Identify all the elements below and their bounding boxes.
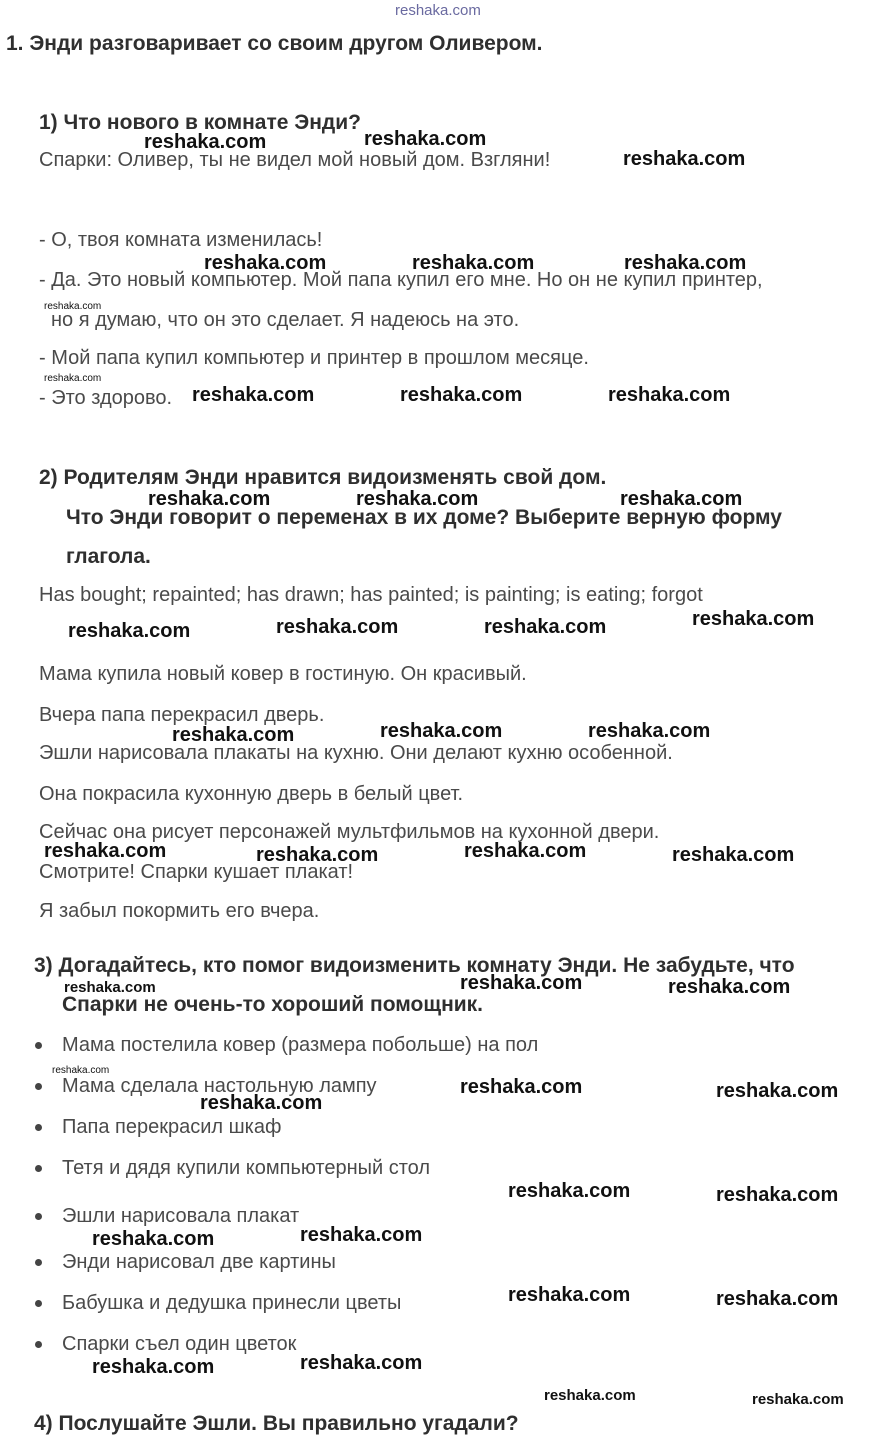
watermark: reshaka.com — [692, 608, 815, 630]
s3-list-item: Бабушка и дедушка принесли цветы — [62, 1292, 402, 1314]
watermark: reshaka.com — [356, 488, 479, 510]
watermark-small: reshaka.com — [52, 1065, 110, 1076]
task-title: 1. Энди разговаривает со своим другом Оливером. — [6, 32, 543, 55]
watermark: reshaka.com — [464, 840, 587, 862]
s1-line: - Это здорово. — [39, 387, 173, 409]
watermark: reshaka.com — [716, 1288, 839, 1310]
bullet — [35, 1165, 42, 1172]
watermark: reshaka.com — [200, 1092, 323, 1114]
watermark: reshaka.com — [256, 844, 379, 866]
s2-line: Смотрите! Спарки кушает плакат! — [39, 861, 354, 883]
s1-line: - Мой папа купил компьютер и принтер в прошлом месяце. — [39, 347, 589, 369]
watermark: reshaka.com — [623, 148, 746, 170]
s1-line: Спарки: Оливер, ты не видел мой новый дом. Взгляни! — [39, 149, 551, 171]
watermark: reshaka.com — [148, 488, 271, 510]
s2-line: Я забыл покормить его вчера. — [39, 900, 320, 922]
watermark: reshaka.com — [68, 620, 191, 642]
section-3-heading-cont: Спарки не очень-то хороший помощник. — [62, 993, 484, 1016]
s2-line: Мама купила новый ковер в гостиную. Он красивый. — [39, 663, 527, 685]
watermark: reshaka.com — [752, 1391, 844, 1408]
s3-list-item: Спарки съел один цветок — [62, 1333, 297, 1355]
watermark: reshaka.com — [380, 720, 503, 742]
watermark: reshaka.com — [172, 724, 295, 746]
watermark: reshaka.com — [276, 616, 399, 638]
watermark: reshaka.com — [544, 1387, 636, 1404]
watermark: reshaka.com — [672, 844, 795, 866]
s1-line: - Да. Это новый компьютер. Мой папа купил его мне. Но он не купил принтер, — [39, 269, 763, 291]
s1-line: - О, твоя комната изменилась! — [39, 229, 323, 251]
bullet — [35, 1259, 42, 1266]
watermark-small: reshaka.com — [44, 301, 102, 312]
bullet — [35, 1213, 42, 1220]
bullet — [35, 1042, 42, 1049]
section-3-heading: 3) Догадайтесь, кто помог видоизменить комнату Энди. Не забудьте, что — [34, 954, 795, 977]
s2-line: Сейчас она рисует персонажей мультфильмов на кухонной двери. — [39, 821, 660, 843]
section-2-heading: 2) Родителям Энди нравится видоизменять свой дом. — [39, 466, 607, 489]
watermark: reshaka.com — [716, 1080, 839, 1102]
watermark: reshaka.com — [588, 720, 711, 742]
section-1-heading: 1) Что нового в комнате Энди? — [39, 111, 361, 134]
s3-list-item: Папа перекрасил шкаф — [62, 1116, 282, 1138]
section-2-heading-cont: Что Энди говорит о переменах в их доме? Выберите верную форму — [66, 506, 782, 529]
s2-line: Вчера папа перекрасил дверь. — [39, 704, 325, 726]
watermark: reshaka.com — [460, 1076, 583, 1098]
watermark: reshaka.com — [400, 384, 523, 406]
watermark: reshaka.com — [92, 1228, 215, 1250]
section-2-heading-cont: глагола. — [66, 545, 151, 568]
watermark: reshaka.com — [204, 252, 327, 274]
watermark: reshaka.com — [508, 1180, 631, 1202]
watermark: reshaka.com — [668, 976, 791, 998]
watermark-top: reshaka.com — [395, 2, 481, 19]
watermark: reshaka.com — [508, 1284, 631, 1306]
bullet — [35, 1300, 42, 1307]
watermark: reshaka.com — [412, 252, 535, 274]
watermark: reshaka.com — [364, 128, 487, 150]
watermark: reshaka.com — [300, 1352, 423, 1374]
section-4-heading: 4) Послушайте Эшли. Вы правильно угадали? — [34, 1412, 519, 1435]
watermark-small: reshaka.com — [44, 373, 102, 384]
watermark: reshaka.com — [64, 979, 156, 996]
watermark: reshaka.com — [44, 840, 167, 862]
watermark: reshaka.com — [608, 384, 731, 406]
s3-list-item: Мама сделала настольную лампу — [62, 1075, 377, 1097]
bullet — [35, 1341, 42, 1348]
bullet — [35, 1124, 42, 1131]
watermark: reshaka.com — [92, 1356, 215, 1378]
watermark: reshaka.com — [484, 616, 607, 638]
s3-list-item: Эшли нарисовала плакат — [62, 1205, 300, 1227]
bullet — [35, 1083, 42, 1090]
s1-line: но я думаю, что он это сделает. Я надеюсь на это. — [51, 309, 520, 331]
watermark: reshaka.com — [460, 972, 583, 994]
watermark: reshaka.com — [624, 252, 747, 274]
s2-line: Она покрасила кухонную дверь в белый цвет. — [39, 783, 464, 805]
s3-list-item: Энди нарисовал две картины — [62, 1251, 336, 1273]
s3-list-item: Мама постелила ковер (размера побольше) на пол — [62, 1034, 539, 1056]
watermark: reshaka.com — [620, 488, 743, 510]
watermark: reshaka.com — [300, 1224, 423, 1246]
s3-list-item: Тетя и дядя купили компьютерный стол — [62, 1157, 431, 1179]
watermark: reshaka.com — [192, 384, 315, 406]
s2-line: Эшли нарисовала плакаты на кухню. Они делают кухню особенной. — [39, 742, 673, 764]
watermark: reshaka.com — [716, 1184, 839, 1206]
watermark: reshaka.com — [144, 131, 267, 153]
verb-options: Has bought; repainted; has drawn; has painted; is painting; is eating; forgot — [39, 584, 703, 606]
